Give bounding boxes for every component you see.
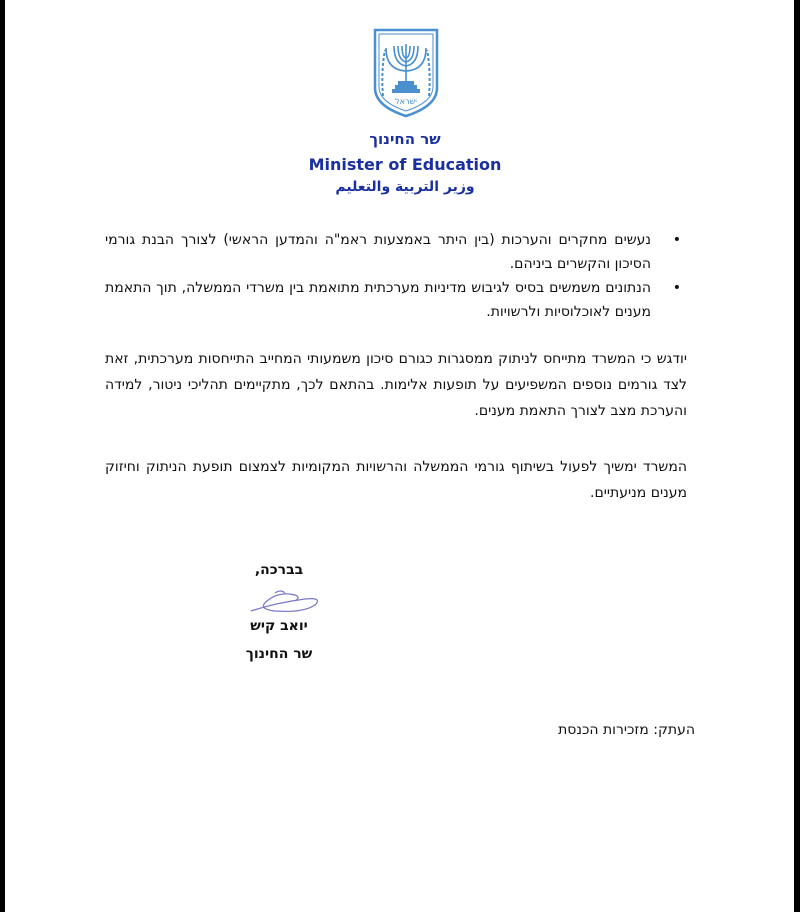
paragraph: המשרד ימשיך לפעול בשיתוף גורמי הממשלה והרשויות המקומיות לצמצום תופעת הניתוק וחיזוק מענים מניעתיים.	[105, 459, 687, 501]
signature-scribble-icon	[245, 585, 325, 617]
letter-page	[5, 0, 794, 912]
paragraph: יודגש כי המשרד מתייחס לניתוק ממסגרות כגורם סיכון משמעותי המחייב התייחסות מערכתית, זאת לצד גורמים נוספים המשפיעים על תופעות אלימות. בהתאם לכך, מתקיימים תהליכי ניטור, למידה והערכת מצב לצורך התאמת מענים.	[105, 351, 687, 419]
emblem-label: ישראל	[395, 97, 417, 106]
list-item: • הנתונים משמשים בסיס לגיבוש מדיניות מערכתית מתואמת בין משרדי הממשלה, תוך התאמת מענים לאוכלוסיות ולרשויות.	[105, 276, 651, 324]
bullet-icon: •	[672, 280, 681, 296]
list-item: • נעשים מחקרים והערכות (בין היתר באמצעות ראמ"ה והמדען הראשי) לצורך הבנת גורמי הסיכון והקשרים ביניהם.	[105, 228, 651, 276]
closing: בברכה,	[254, 562, 304, 578]
title-arabic: وزير التربية والتعليم	[335, 179, 475, 195]
signer-name: יואב קיש	[250, 618, 308, 634]
signer-role: שר החינוך	[245, 646, 313, 662]
title-english: Minister of Education	[308, 155, 502, 174]
state-emblem-icon	[371, 26, 441, 118]
bullet-icon: •	[672, 232, 681, 248]
title-hebrew: שר החינוך	[369, 130, 441, 148]
cc-line: העתק: מזכירות הכנסת	[558, 722, 695, 738]
bullet-list	[105, 228, 687, 324]
